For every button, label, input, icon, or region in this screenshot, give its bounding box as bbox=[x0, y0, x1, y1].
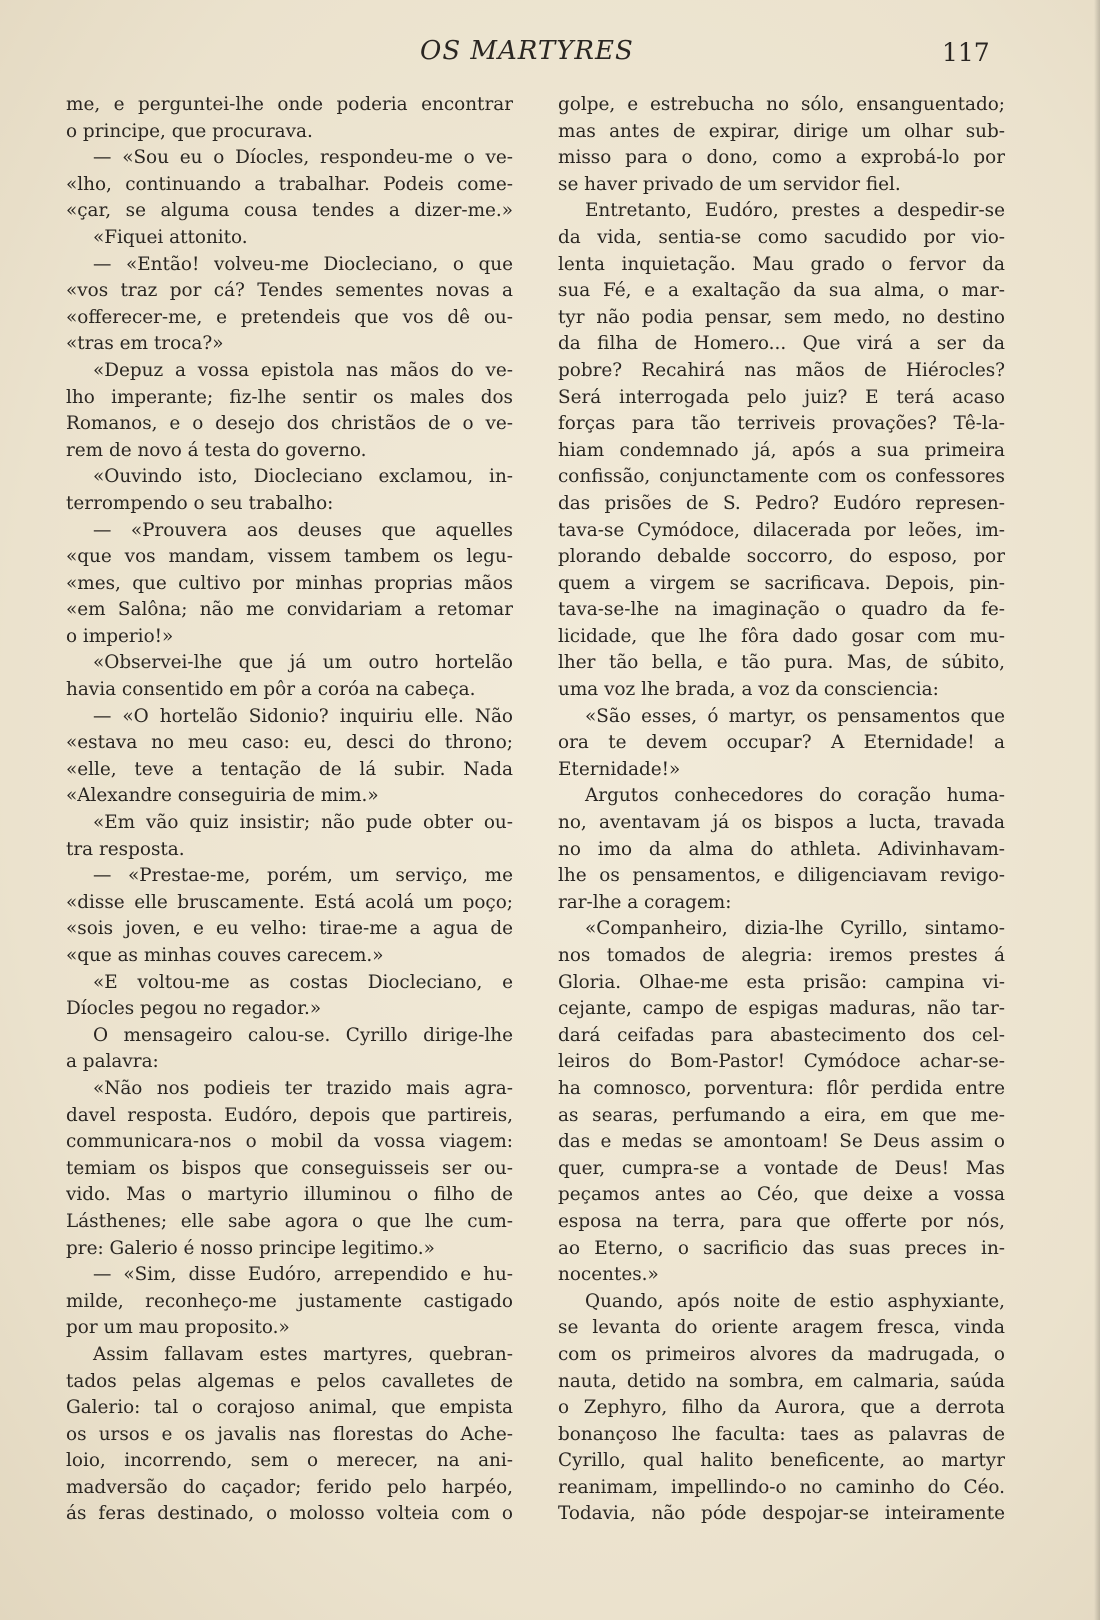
text-line: sua Fé, e a exaltação da sua alma, o mar- bbox=[558, 280, 1005, 302]
text-line: «Depuz a vossa epistola nas mãos do ve- bbox=[93, 359, 513, 381]
text-line: misso para o dono, como a exprobá-lo por bbox=[558, 147, 1005, 169]
text-line: as searas, perfumando a eira, em que me- bbox=[558, 1104, 1005, 1126]
text-line: lenta inquietação. Mau grado o fervor da bbox=[558, 253, 1005, 275]
text-line: loio, incorrendo, sem o merecer, na ani- bbox=[66, 1450, 513, 1472]
text-line: «Em vão quiz insistir; não pude obter ou- bbox=[93, 812, 513, 834]
text-line: Todavia, não póde despojar-se inteiramente bbox=[558, 1503, 1005, 1525]
text-column-left bbox=[66, 92, 513, 1528]
text-line: o Zephyro, filho da Aurora, que a derrota bbox=[558, 1397, 1005, 1419]
text-line: «Fiquei attonito. bbox=[93, 226, 248, 248]
text-line: «mes, que cultivo por minhas proprias mãos bbox=[66, 572, 513, 594]
text-line: Entretanto, Eudóro, prestes a despedir-se bbox=[585, 200, 1005, 222]
text-line: Assim fallavam estes martyres, quebran- bbox=[93, 1343, 513, 1365]
text-line: vido. Mas o martyrio illuminou o filho de bbox=[66, 1184, 513, 1206]
text-line: milde, reconheço-me justamente castigado bbox=[66, 1290, 513, 1312]
text-line: «sois joven, e eu velho: tirae-me a agua de bbox=[66, 918, 513, 940]
text-line: «E voltou-me as costas Diocleciano, e bbox=[93, 971, 513, 993]
text-line: Romanos, e o desejo dos christãos de o ve- bbox=[66, 413, 513, 435]
text-line: pre: Galerio é nosso principe legitimo.» bbox=[66, 1237, 435, 1259]
text-line: «offerecer-me, e pretendeis que vos dê ou- bbox=[66, 306, 513, 328]
text-line: reanimam, impellindo-o no caminho do Céo. bbox=[558, 1476, 1005, 1498]
text-line: forças para tão terriveis provações? Tê-la- bbox=[558, 413, 1005, 435]
text-line: Lásthenes; elle sabe agora o que lhe cum- bbox=[66, 1210, 513, 1232]
page-number: 117 bbox=[942, 38, 990, 67]
text-line: pobre? Recahirá nas mãos de Hiérocles? bbox=[558, 359, 1005, 381]
text-line: nauta, detido na sombra, em calmaria, saúda bbox=[558, 1370, 1005, 1392]
text-line: se haver privado de um servidor fiel. bbox=[558, 173, 901, 195]
text-line: no, aventavam já os bispos a lucta, travada bbox=[558, 812, 1005, 834]
text-line: lher tão bella, e tão pura. Mas, de súbito, bbox=[558, 652, 1005, 674]
text-line: O mensageiro calou-se. Cyrillo dirige-lhe bbox=[93, 1024, 513, 1046]
text-line: nocentes.» bbox=[558, 1264, 659, 1286]
text-line: cejante, campo de espigas maduras, não tar- bbox=[558, 998, 1005, 1020]
text-line: «lho, continuando a trabalhar. Podeis come- bbox=[66, 173, 513, 195]
text-line: ha comnosco, porventura: flôr perdida entre bbox=[558, 1077, 1005, 1099]
text-line: «elle, teve a tentação de lá subir. Nada bbox=[66, 758, 513, 780]
text-line: ora te devem occupar? A Eternidade! a bbox=[558, 732, 1005, 754]
text-line: mas antes de expirar, dirige um olhar sub- bbox=[558, 120, 1005, 142]
page-header bbox=[0, 36, 1100, 76]
text-line: «Observei-lhe que já um outro hortelão bbox=[93, 652, 513, 674]
text-line: ao Eterno, o sacrificio das suas preces in- bbox=[558, 1237, 1005, 1259]
text-line: Díocles pegou no regador.» bbox=[66, 998, 322, 1020]
text-line: com os primeiros alvores da madrugada, o bbox=[558, 1343, 1005, 1365]
text-line: hiam condemnado já, após a sua primeira bbox=[558, 439, 1005, 461]
text-column-right bbox=[558, 92, 1005, 1528]
text-line: «çar, se alguma cousa tendes a dizer-me.» bbox=[66, 200, 513, 222]
text-line: — «Prestae-me, porém, um serviço, me bbox=[93, 865, 513, 887]
text-line: ás feras destinado, o molosso volteia com o bbox=[66, 1503, 513, 1525]
running-title: OS MARTYRES bbox=[420, 36, 634, 66]
text-line: plorando debalde soccorro, do esposo, por bbox=[558, 546, 1005, 568]
text-line: rem de novo á testa do governo. bbox=[66, 439, 367, 461]
text-line: «Alexandre conseguiria de mim.» bbox=[66, 785, 379, 807]
text-line: Eternidade!» bbox=[558, 758, 681, 780]
text-line: havia consentido em pôr a coróa na cabeça. bbox=[66, 679, 476, 701]
text-line: da vida, sentia-se como sacudido por vio- bbox=[558, 226, 1005, 248]
text-line: rar-lhe a coragem: bbox=[558, 891, 732, 913]
text-line: lhe os pensamentos, e diligenciavam revigo- bbox=[558, 865, 1005, 887]
text-line: quem a virgem se sacrificava. Depois, pin- bbox=[558, 572, 1005, 594]
text-line: os ursos e os javalis nas florestas do Ache- bbox=[66, 1423, 513, 1445]
text-line: davel resposta. Eudóro, depois que partireis, bbox=[66, 1104, 513, 1126]
text-line: tava-se Cymódoce, dilacerada por leões, im- bbox=[558, 519, 1005, 541]
text-line: — «Prouvera aos deuses que aquelles bbox=[93, 519, 513, 541]
text-line: tyr não podia pensar, sem medo, no destino bbox=[558, 306, 1005, 328]
text-line: Será interrogada pelo juiz? E terá acaso bbox=[558, 386, 1005, 408]
text-line: o principe, que procurava. bbox=[66, 120, 313, 142]
text-line: Galerio: tal o corajoso animal, que empista bbox=[66, 1397, 513, 1419]
text-line: «estava no meu caso: eu, desci do throno; bbox=[66, 732, 513, 754]
text-line: terrompendo o seu trabalho: bbox=[66, 492, 334, 514]
text-line: tados pelas algemas e pelos cavalletes de bbox=[66, 1370, 513, 1392]
text-line: uma voz lhe brada, a voz da consciencia: bbox=[558, 679, 939, 701]
text-line: Argutos conhecedores do coração huma- bbox=[585, 785, 1005, 807]
text-line: o imperio!» bbox=[66, 625, 174, 647]
text-line: das prisões de S. Pedro? Eudóro represen- bbox=[558, 492, 1005, 514]
text-line: no imo da alma do athleta. Adivinhavam- bbox=[558, 838, 1005, 860]
text-line: «que as minhas couves carecem.» bbox=[66, 945, 384, 966]
text-line: leiros do Bom-Pastor! Cymódoce achar-se- bbox=[558, 1051, 1005, 1073]
text-line: Quando, após noite de estio asphyxiante, bbox=[585, 1290, 1005, 1312]
text-line: madversão do caçador; ferido pelo harpéo, bbox=[66, 1476, 513, 1498]
text-line: «vos traz por cá? Tendes sementes novas a bbox=[66, 280, 513, 302]
text-line: das e medas se amontoam! Se Deus assim o bbox=[558, 1131, 1005, 1153]
text-line: «disse elle bruscamente. Está acolá um poço; bbox=[66, 891, 513, 913]
text-line: tra resposta. bbox=[66, 838, 185, 860]
text-line: «São esses, ó martyr, os pensamentos que bbox=[585, 705, 1005, 727]
text-line: por um mau proposito.» bbox=[66, 1317, 290, 1339]
text-line: da filha de Homero... Que virá a ser da bbox=[558, 333, 1005, 355]
text-line: golpe, e estrebucha no sólo, ensanguentado; bbox=[558, 94, 1005, 115]
text-line: Gloria. Olhae-me esta prisão: campina vi- bbox=[558, 971, 1005, 993]
text-line: — «Sou eu o Díocles, respondeu-me o ve- bbox=[93, 147, 513, 169]
text-line: tava-se-lhe na imaginação o quadro da fe- bbox=[558, 599, 1005, 621]
text-line: temiam os bispos que conseguisseis ser ou- bbox=[66, 1157, 513, 1179]
text-line: — «Então! volveu-me Diocleciano, o que bbox=[93, 253, 513, 275]
text-line: «que vos mandam, vissem tambem os legu- bbox=[66, 546, 513, 568]
text-line: — «Sim, disse Eudóro, arrependido e hu- bbox=[93, 1264, 513, 1286]
text-line: confissão, conjunctamente com os confessores bbox=[558, 466, 1005, 488]
page-edge-shadow bbox=[1094, 0, 1100, 1620]
text-line: a palavra: bbox=[66, 1051, 159, 1073]
text-line: «Não nos podieis ter trazido mais agra- bbox=[93, 1077, 513, 1099]
text-line: peçamos antes ao Céo, que deixe a vossa bbox=[558, 1184, 1005, 1206]
text-line: «tras em troca?» bbox=[66, 333, 224, 355]
text-line: — «O hortelão Sidonio? inquiriu elle. Não bbox=[93, 705, 513, 727]
text-line: se levanta do oriente aragem fresca, vinda bbox=[558, 1317, 1005, 1339]
text-line: «Companheiro, dizia-lhe Cyrillo, sintamo- bbox=[585, 918, 1005, 940]
text-line: Cyrillo, qual halito beneficente, ao martyr bbox=[558, 1450, 1005, 1472]
text-line: quer, cumpra-se a vontade de Deus! Mas bbox=[558, 1157, 1005, 1179]
text-line: lho imperante; fiz-lhe sentir os males dos bbox=[66, 386, 513, 408]
text-line: communicara-nos o mobil da vossa viagem: bbox=[66, 1131, 513, 1153]
text-line: «em Salôna; não me convidariam a retomar bbox=[66, 599, 513, 621]
text-line: esposa na terra, para que offerte por nós, bbox=[558, 1210, 1005, 1232]
text-line: me, e perguntei-lhe onde poderia encontrar bbox=[66, 94, 513, 115]
text-line: dará ceifadas para abastecimento dos cel- bbox=[558, 1024, 1005, 1046]
text-line: bonançoso lhe faculta: taes as palavras de bbox=[558, 1423, 1005, 1445]
text-line: nos tomados de alegria: iremos prestes á bbox=[558, 945, 1005, 966]
text-line: licidade, que lhe fôra dado gosar com mu- bbox=[558, 625, 1005, 647]
text-line: «Ouvindo isto, Diocleciano exclamou, in- bbox=[93, 466, 513, 488]
